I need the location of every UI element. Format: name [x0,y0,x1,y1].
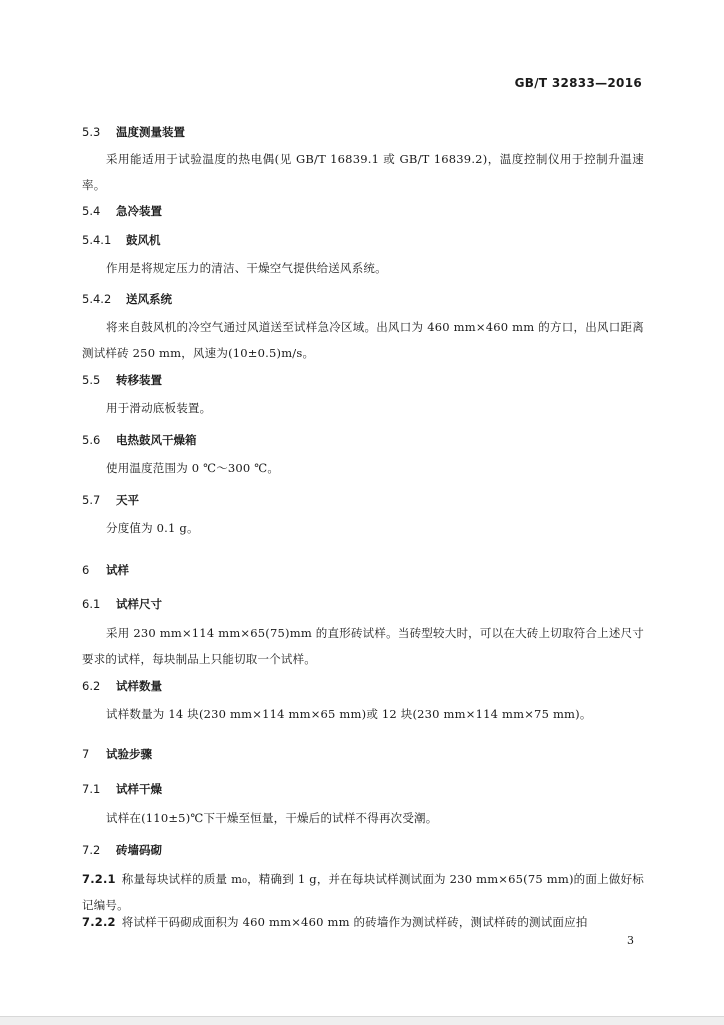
section-number: 6.2 [82,679,101,693]
section-5-4-2-heading [82,291,172,307]
section-5-5-heading [82,372,162,388]
section-number: 5.4.1 [82,233,112,247]
section-title: 送风系统 [126,292,173,306]
section-6-heading [82,562,129,578]
clause-number: 7.2.1 [82,872,116,886]
section-number: 5.3 [82,125,101,139]
paragraph-5-7: 分度值为 0.1 g。 [106,521,199,535]
section-5-4-1-heading [82,232,161,248]
section-number: 5.4 [82,204,101,218]
section-title: 试样尺寸 [116,597,163,611]
section-number: 5.6 [82,433,101,447]
page-number: 3 [627,934,634,947]
section-number: 7.1 [82,782,101,796]
section-5-7-heading [82,492,139,508]
section-number: 6 [82,563,90,577]
paragraph-7-1: 试样在(110±5)℃下干燥至恒量，干燥后的试样不得再次受潮。 [106,811,438,825]
clause-number: 7.2.2 [82,915,116,929]
section-title: 温度测量装置 [116,125,186,139]
section-title: 天平 [116,493,140,507]
paragraph-5-4-2: 将来自鼓风机的冷空气通过风道送至试样急冷区域。出风口为 460 mm×460 mm 的方口，出风口距离测试样砖 250 mm，风速为(10±0.5)m/s。 [82,320,644,360]
section-title: 试样数量 [116,679,163,693]
paragraph-5-6: 使用温度范围为 0 ℃～300 ℃。 [106,461,280,475]
paragraph-6-1: 采用 230 mm×114 mm×65(75)mm 的直形砖试样。当砖型较大时，可以在大砖上切取符合上述尺寸要求的试样，每块制品上只能切取一个试样。 [82,626,644,666]
section-number: 7 [82,747,90,761]
section-title: 急冷装置 [116,204,163,218]
section-number: 5.4.2 [82,292,112,306]
section-5-6-heading [82,432,197,448]
section-title: 砖墙码砌 [116,843,163,857]
section-number: 5.5 [82,373,101,387]
section-number: 6.1 [82,597,101,611]
section-title: 鼓风机 [126,233,161,247]
section-7-2-heading [82,842,162,858]
clause-text: 称量每块试样的质量 m₀，精确到 1 g，并在每块试样测试面为 230 mm×65(75 mm)的面上做好标记编号。 [82,872,644,912]
section-6-1-heading [82,596,162,612]
section-number: 5.7 [82,493,101,507]
section-7-heading [82,746,152,762]
clause-text: 将试样干码砌成面积为 460 mm×460 mm 的砖墙作为测试样砖，测试样砖的测试面应拍 [121,915,588,929]
section-title: 电热鼓风干燥箱 [116,433,197,447]
standard-number-header: GB/T 32833—2016 [514,76,642,90]
section-number: 7.2 [82,843,101,857]
section-title: 转移装置 [116,373,163,387]
paragraph-7-2-2 [82,909,644,935]
paragraph-5-3: 采用能适用于试验温度的热电偶(见 GB/T 16839.1 或 GB/T 16839.2)，温度控制仪用于控制升温速率。 [82,152,644,192]
section-title: 试验步骤 [106,747,153,761]
paragraph-6-2: 试样数量为 14 块(230 mm×114 mm×65 mm)或 12 块(230 mm×114 mm×75 mm)。 [106,707,592,721]
section-6-2-heading [82,678,162,694]
section-5-4-heading [82,203,162,219]
section-title: 试样干燥 [116,782,163,796]
section-5-3-heading [82,124,185,140]
section-7-1-heading [82,781,162,797]
section-title: 试样 [106,563,130,577]
paragraph-5-5: 用于滑动底板装置。 [106,401,212,415]
paragraph-5-4-1: 作用是将规定压力的清洁、干燥空气提供给送风系统。 [106,261,387,275]
